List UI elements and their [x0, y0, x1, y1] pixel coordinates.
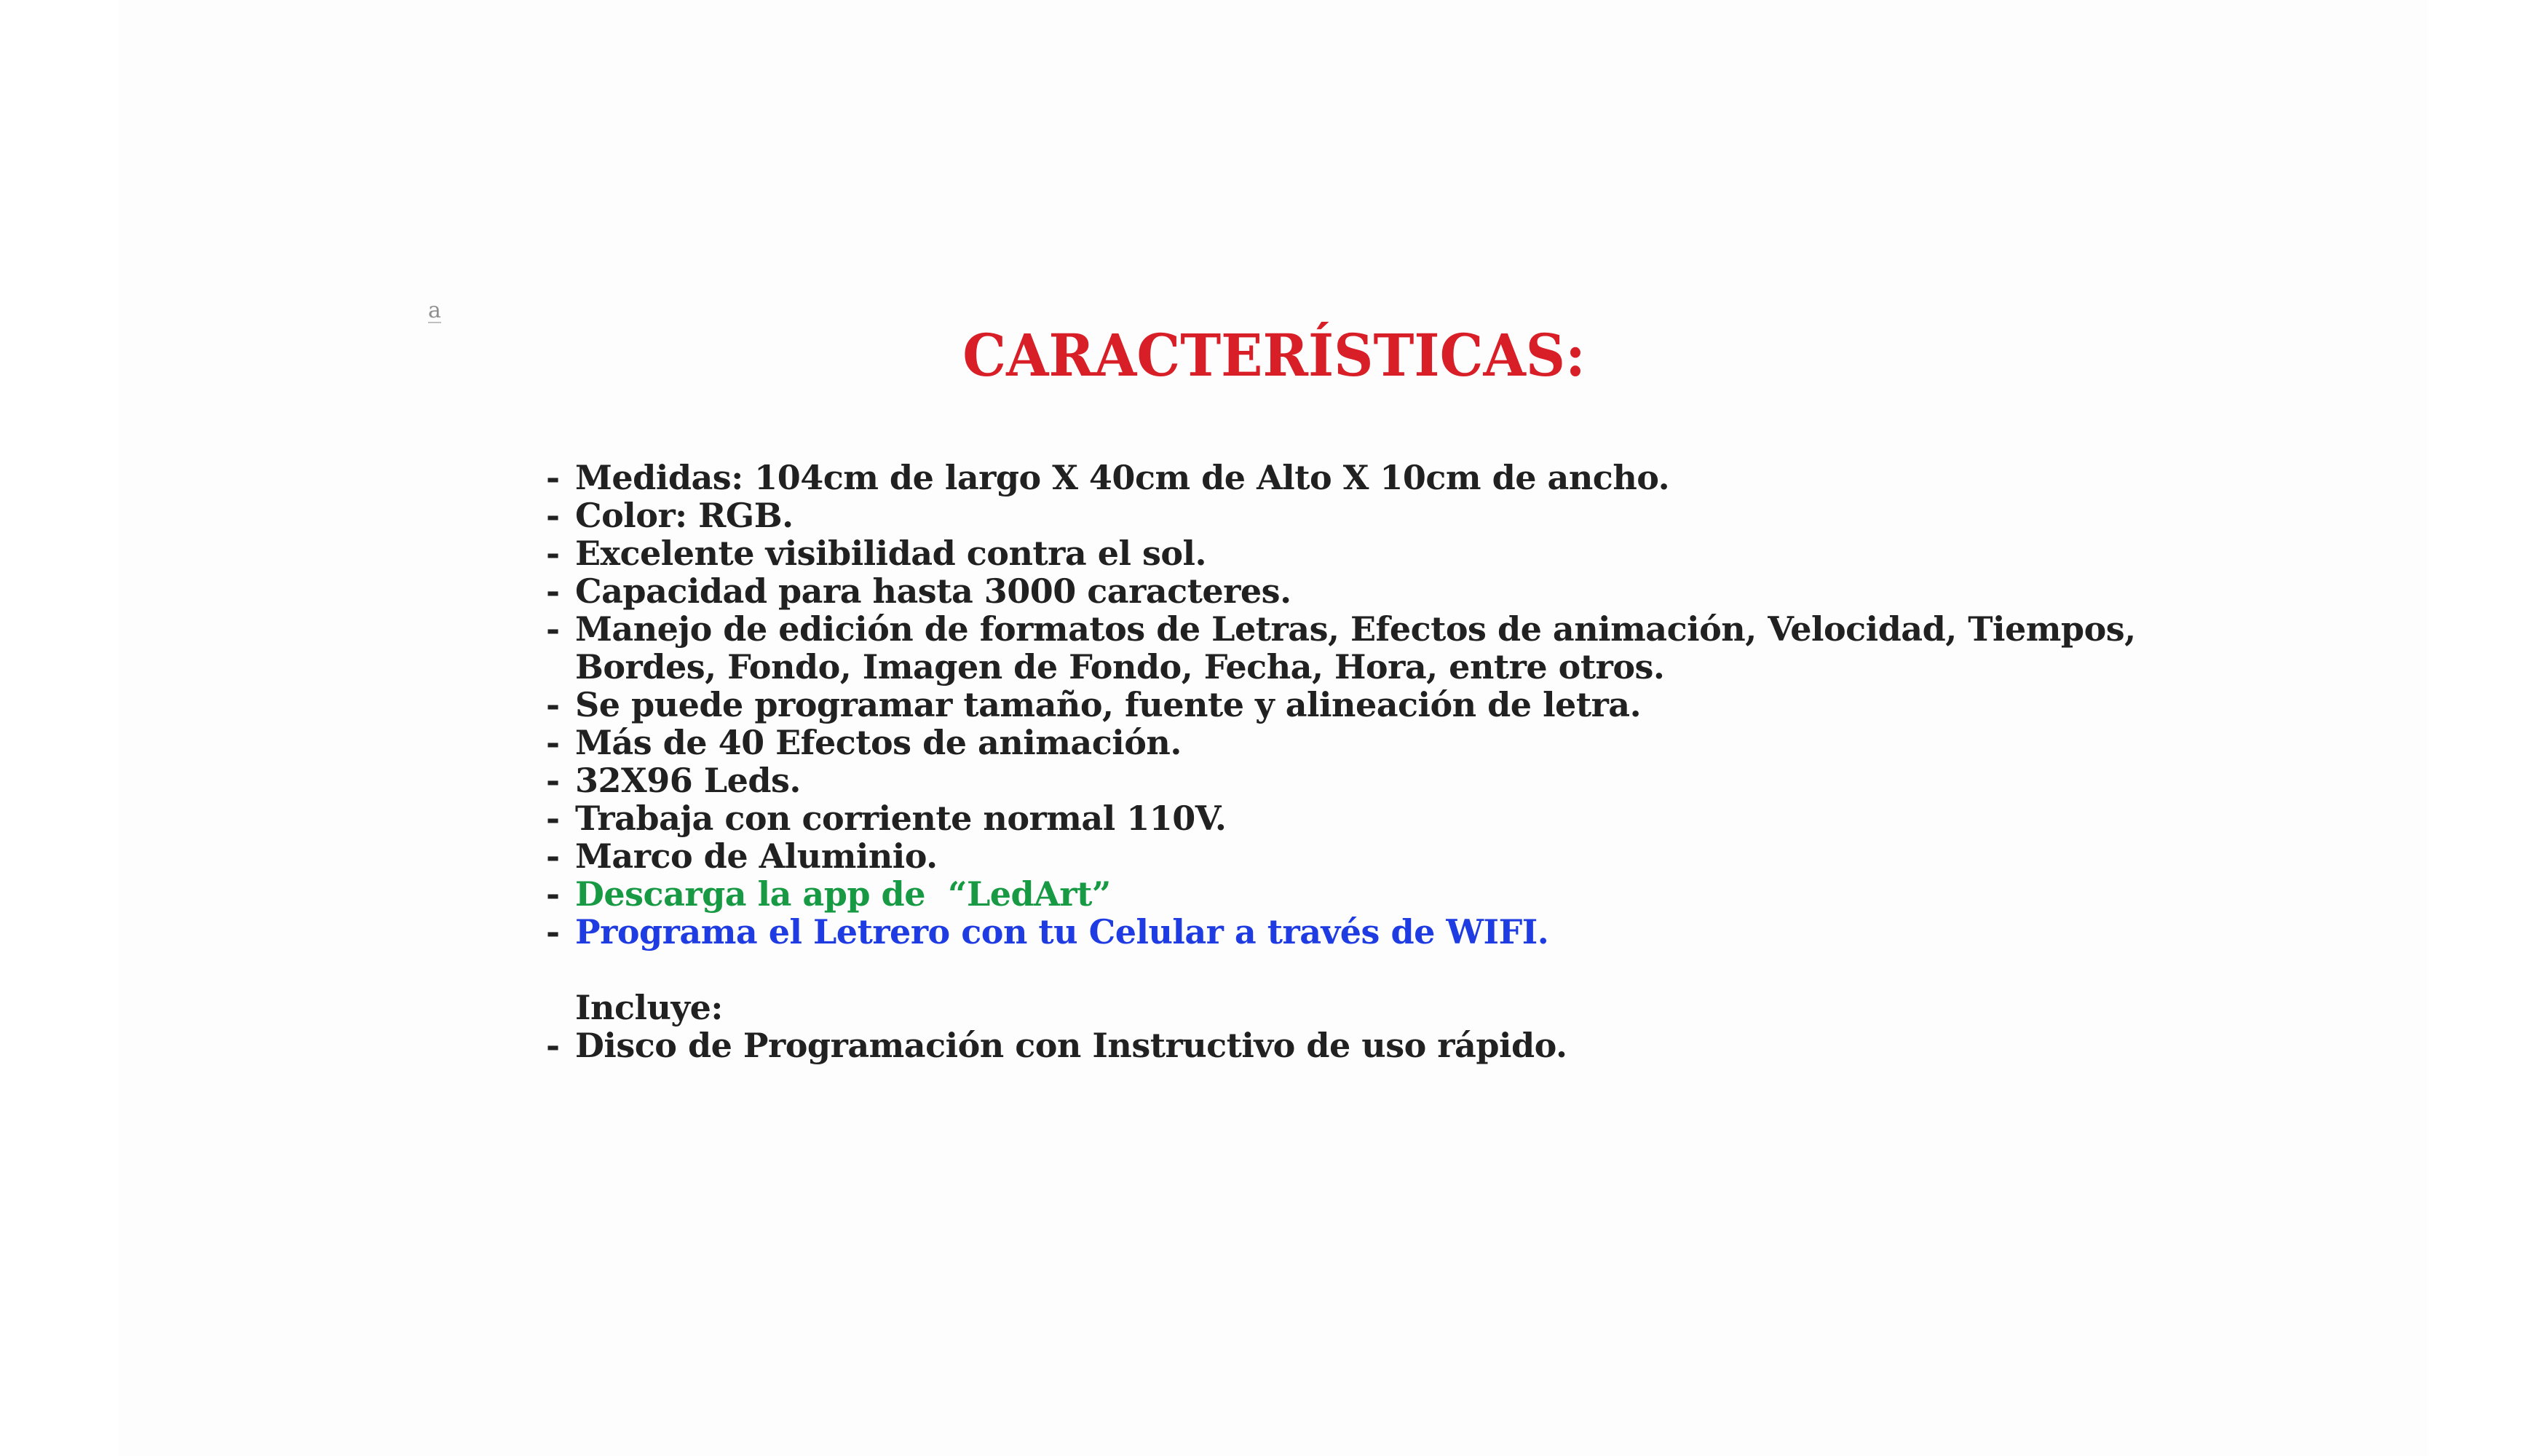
feature-bullet: -: [546, 836, 560, 876]
feature-item: [546, 724, 2136, 761]
feature-item: [546, 989, 2136, 1026]
stray-letter-artifact: a: [428, 298, 441, 323]
feature-text: Excelente visibilidad contra el sol.: [575, 534, 1207, 573]
feature-item: [546, 534, 2136, 572]
feature-text: Incluye:: [575, 988, 723, 1027]
feature-bullet: -: [546, 458, 560, 497]
feature-item: [546, 913, 2136, 951]
feature-bullet: -: [546, 1026, 560, 1065]
feature-text: Capacidad para hasta 3000 caracteres.: [575, 571, 1291, 611]
feature-bullet: -: [546, 496, 560, 535]
characteristics-title: [0, 323, 2548, 387]
feature-item: [546, 799, 2136, 837]
feature-text: Se puede programar tamaño, fuente y alineación de letra.: [575, 685, 1642, 724]
feature-text: Programa el Letrero con tu Celular a través de WIFI.: [575, 912, 1549, 951]
feature-bullet: -: [546, 685, 560, 724]
feature-text: Bordes, Fondo, Imagen de Fondo, Fecha, Hora, entre otros.: [575, 647, 1665, 687]
features-list: [546, 459, 2136, 1064]
feature-bullet: -: [546, 874, 560, 914]
feature-text: Manejo de edición de formatos de Letras, Efectos de animación, Velocidad, Tiempos,: [575, 609, 2136, 649]
feature-bullet: -: [546, 799, 560, 838]
feature-bullet: [546, 989, 575, 1026]
feature-item: [546, 761, 2136, 799]
feature-item: [546, 1026, 2136, 1064]
feature-bullet: -: [546, 761, 560, 800]
feature-bullet: -: [546, 723, 560, 762]
feature-item: [546, 875, 2136, 913]
feature-text: Descarga la app de “LedArt”: [575, 874, 1111, 914]
feature-text: Marco de Aluminio.: [575, 836, 938, 876]
feature-text: Medidas: 104cm de largo X 40cm de Alto X 10cm de ancho.: [575, 458, 1670, 497]
feature-text: Trabaja con corriente normal 110V.: [575, 799, 1227, 838]
feature-text: Color: RGB.: [575, 496, 794, 535]
feature-item: [546, 459, 2136, 496]
feature-text: Disco de Programación con Instructivo de uso rápido.: [575, 1026, 1567, 1065]
feature-item: [546, 496, 2136, 534]
feature-item: [546, 648, 2136, 686]
feature-bullet: -: [546, 571, 560, 611]
feature-bullet: -: [546, 534, 560, 573]
feature-text: Más de 40 Efectos de animación.: [575, 723, 1182, 762]
feature-text: 32X96 Leds.: [575, 761, 801, 800]
characteristics-title-text: CARACTERÍSTICAS:: [962, 321, 1586, 389]
feature-item: [546, 686, 2136, 724]
feature-bullet: [546, 648, 575, 686]
feature-item: [546, 610, 2136, 648]
feature-bullet: [546, 951, 575, 989]
feature-bullet: -: [546, 912, 560, 951]
feature-bullet: -: [546, 609, 560, 649]
feature-item: [546, 572, 2136, 610]
feature-spacer: [546, 951, 2136, 989]
feature-item: [546, 837, 2136, 875]
